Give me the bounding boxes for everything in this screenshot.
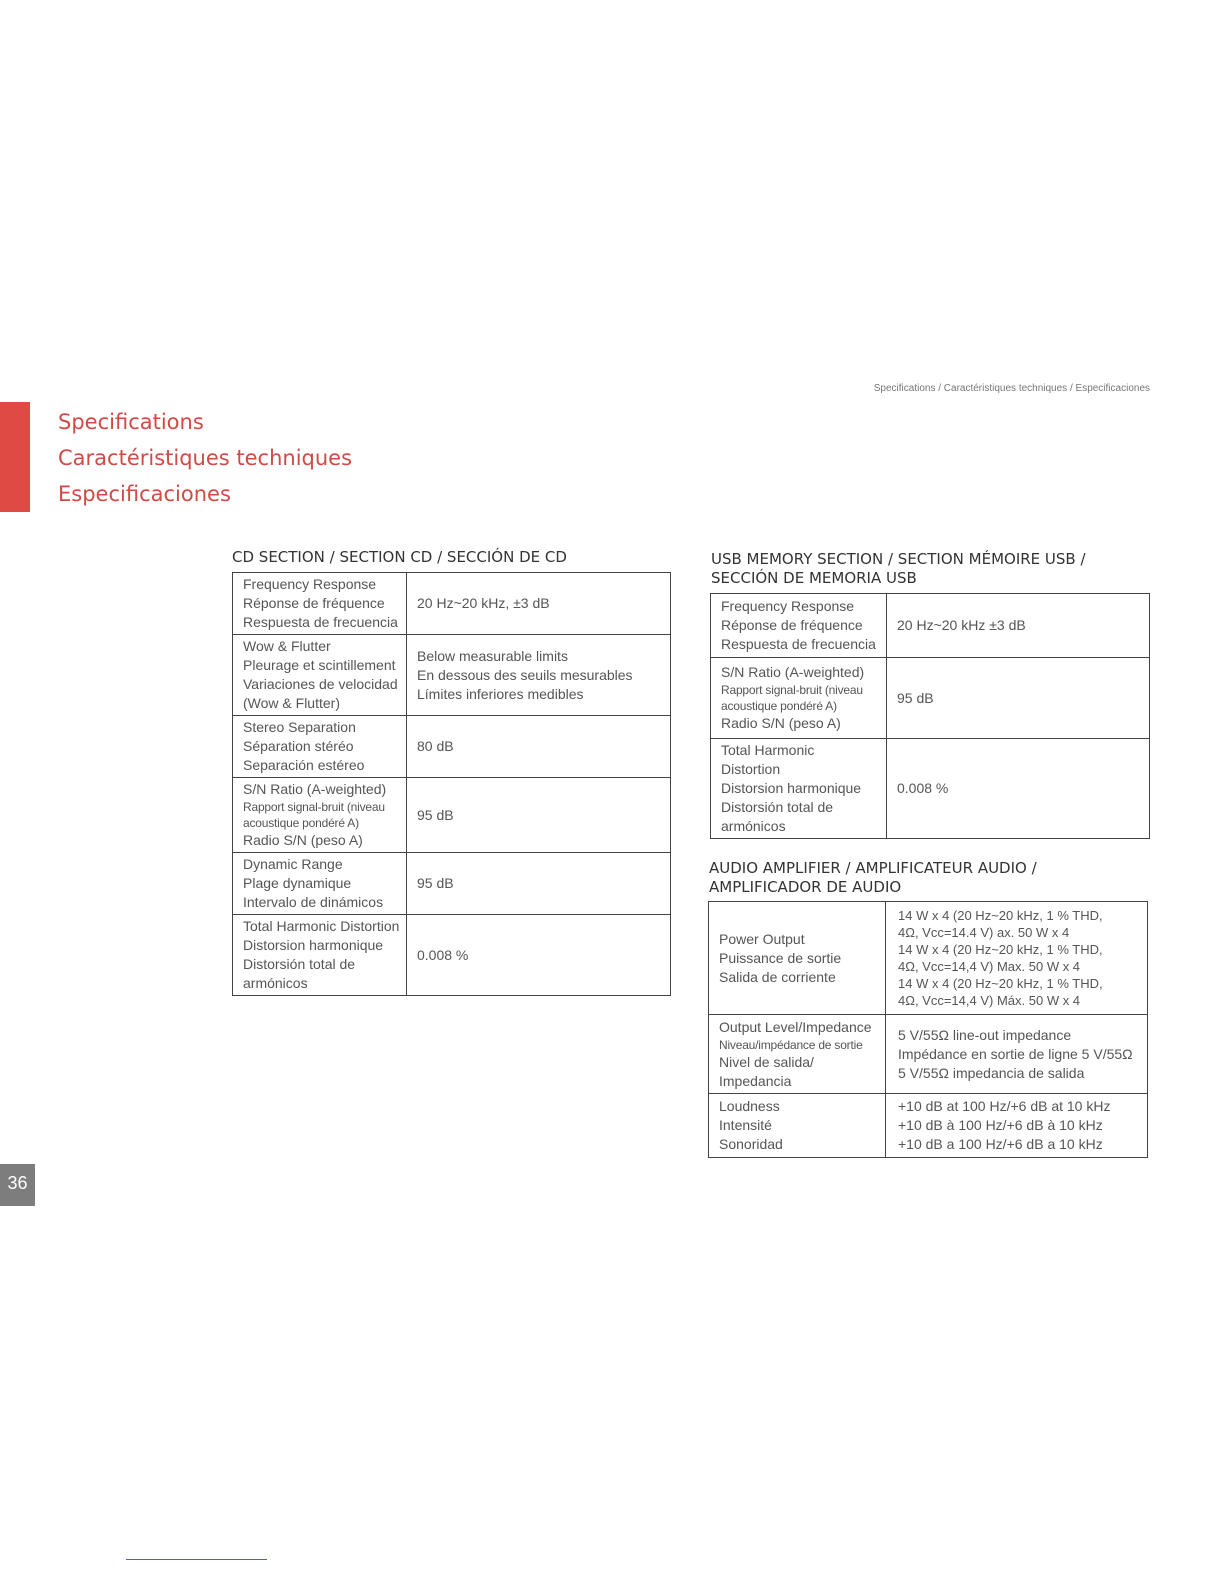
table-row <box>233 573 671 635</box>
spec-label: Dynamic Range Plage dynamique Intervalo de dinámicos <box>233 853 407 915</box>
accent-bar <box>0 402 30 512</box>
cd-section-heading: CD SECTION / SECTION CD / SECCIÓN DE CD <box>232 548 567 566</box>
spec-label: Wow & Flutter Pleurage et scintillement Variaciones de velocidad (Wow & Flutter) <box>233 635 407 716</box>
spec-value: 95 dB <box>887 658 1150 739</box>
table-row <box>233 635 671 716</box>
spec-value: Below measurable limits En dessous des seuils mesurables Límites inferiores medibles <box>407 635 671 716</box>
spec-value: 0.008 % <box>407 915 671 996</box>
spec-value: 14 W x 4 (20 Hz~20 kHz, 1 % THD, 4Ω, Vcc=14.4 V) ax. 50 W x 4 14 W x 4 (20 Hz~20 kHz, 1 % THD, 4Ω, Vcc=14,4 V) Max. 50 W x 4 14 W x 4 (20 Hz~20 kHz, 1 % THD, 4Ω, Vcc=14,4 V) Máx. 50 W x 4 <box>886 902 1148 1015</box>
spec-label: Stereo Separation Séparation stéréo Separación estéreo <box>233 716 407 778</box>
footer-rule <box>126 1559 267 1560</box>
amp-section-heading: AUDIO AMPLIFIER / AMPLIFICATEUR AUDIO / AMPLIFICADOR DE AUDIO <box>709 859 1037 896</box>
spec-label: S/N Ratio (A-weighted) Rapport signal-bruit (niveau acoustique pondéré A) Radio S/N (peso A) <box>711 658 887 739</box>
spec-label: Frequency Response Réponse de fréquence Respuesta de frecuencia <box>233 573 407 635</box>
cd-spec-table <box>232 572 671 996</box>
spec-label: Total Harmonic Distortion Distorsion harmonique Distorsión total de armónicos <box>711 739 887 839</box>
table-row <box>709 902 1148 1015</box>
table-row <box>233 716 671 778</box>
page-titles <box>58 404 352 512</box>
spec-label: Total Harmonic Distortion Distorsion harmonique Distorsión total de armónicos <box>233 915 407 996</box>
amp-spec-table <box>708 901 1148 1158</box>
usb-section-heading: USB MEMORY SECTION / SECTION MÉMOIRE USB / SECCIÓN DE MEMORIA USB <box>711 550 1086 587</box>
table-row <box>711 594 1150 658</box>
spec-value: 20 Hz~20 kHz ±3 dB <box>887 594 1150 658</box>
spec-value: +10 dB at 100 Hz/+6 dB at 10 kHz +10 dB à 100 Hz/+6 dB à 10 kHz +10 dB a 100 Hz/+6 dB a 10 kHz <box>886 1094 1148 1158</box>
running-header: Specifications / Caractéristiques techniques / Especificaciones <box>873 383 1150 394</box>
spec-label: Output Level/Impedance Niveau/impédance de sortie Nivel de salida/ Impedancia <box>709 1015 886 1094</box>
table-row <box>233 915 671 996</box>
page-number: 36 <box>0 1164 35 1206</box>
spec-value: 95 dB <box>407 853 671 915</box>
usb-spec-table <box>710 593 1150 839</box>
table-row <box>709 1015 1148 1094</box>
spec-label: Frequency Response Réponse de fréquence Respuesta de frecuencia <box>711 594 887 658</box>
table-row <box>711 739 1150 839</box>
spec-value: 20 Hz~20 kHz, ±3 dB <box>407 573 671 635</box>
title-french: Caractéristiques techniques <box>58 446 353 470</box>
spec-value: 80 dB <box>407 716 671 778</box>
spec-value: 95 dB <box>407 778 671 853</box>
table-row <box>711 658 1150 739</box>
spec-label: S/N Ratio (A-weighted) Rapport signal-bruit (niveau acoustique pondéré A) Radio S/N (peso A) <box>233 778 407 853</box>
title-english: Specifications <box>58 410 204 434</box>
spec-label: Power Output Puissance de sortie Salida de corriente <box>709 902 886 1015</box>
table-row <box>709 1094 1148 1158</box>
spec-value: 5 V/55Ω line-out impedance Impédance en sortie de ligne 5 V/55Ω 5 V/55Ω impedancia de salida <box>886 1015 1148 1094</box>
table-row <box>233 778 671 853</box>
spec-value: 0.008 % <box>887 739 1150 839</box>
table-row <box>233 853 671 915</box>
title-spanish: Especificaciones <box>58 482 231 506</box>
spec-label: Loudness Intensité Sonoridad <box>709 1094 886 1158</box>
